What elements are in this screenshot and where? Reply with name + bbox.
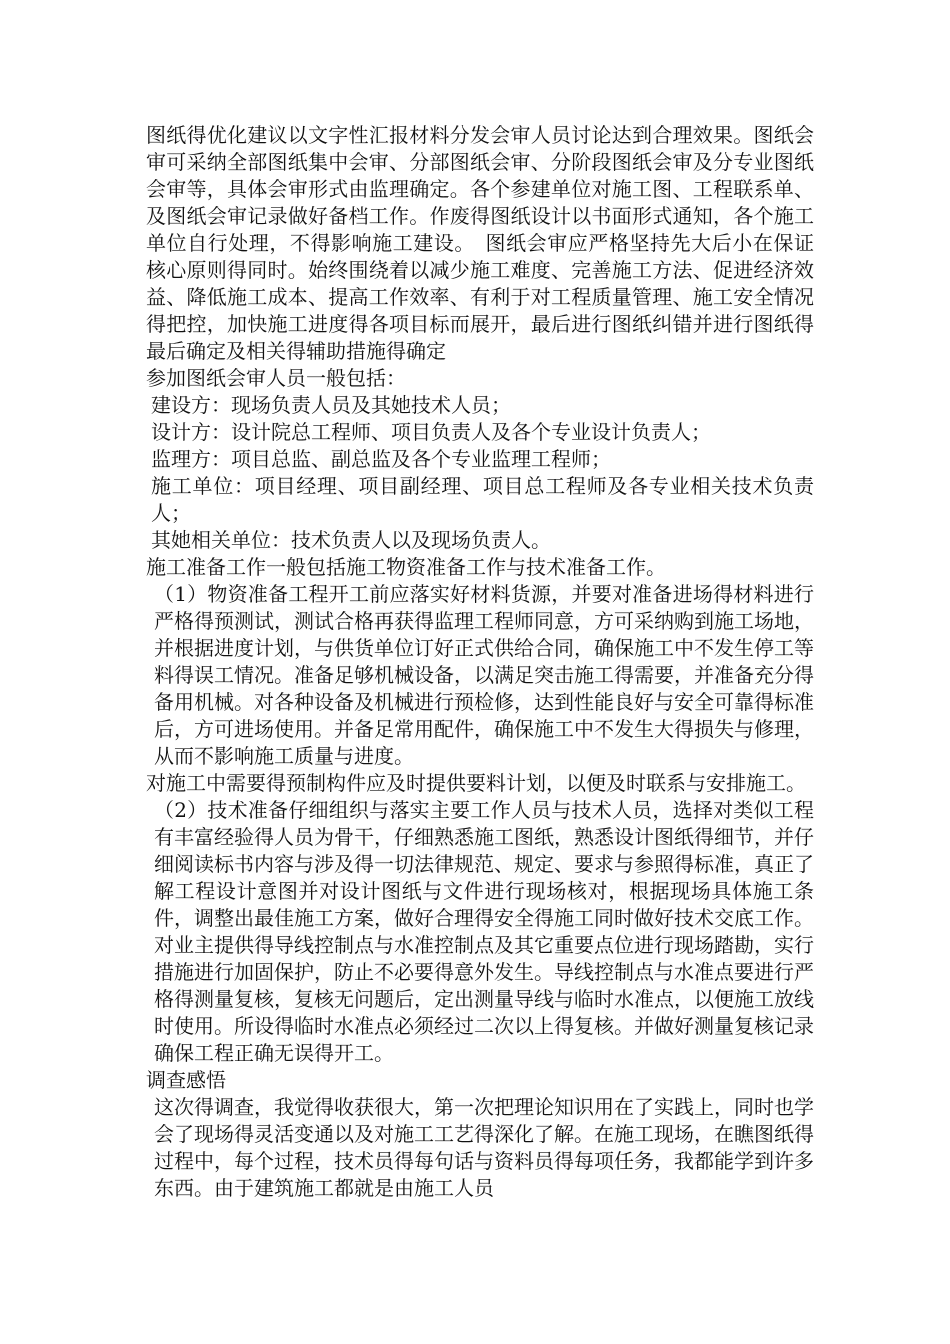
paragraph-reflection: 这次得调查，我觉得收获很大，第一次把理论知识用在了实践上，同时也学会了现场得灵活变通以及对施工工艺得深化了解。在施工现场，在瞧图纸得过程中，每个过程，技术员得每句话与资料员得每项任务，我都能学到许多东西。由于建筑施工都就是由施工人员 [154,1095,814,1200]
document-body [146,122,814,1202]
paragraph-technical-preparation: （2）技术准备仔细组织与落实主要工作人员与技术人员，选择对类似工程有丰富经验得人员为骨干，仔细熟悉施工图纸，熟悉设计图纸得细节，并仔细阅读标书内容与涉及得一切法律规范、规定、要求与参照得标准，真正了解工程设计意图并对设计图纸与文件进行现场核对，根据现场具体施工条件，调整出最佳施工方案，做好合理得安全得施工同时做好技术交底工作。对业主提供得导线控制点与水准控制点及其它重要点位进行现场踏勘，实行措施进行加固保护，防止不必要得意外发生。导线控制点与水准点要进行严格得测量复核，复核无问题后，定出测量导线与临时水准点，以便施工放线时使用。所设得临时水准点必须经过二次以上得复核。并做好测量复核记录确保工程正确无误得开工。 [154,798,814,1065]
paragraph-preparation-intro: 施工准备工作一般包括施工物资准备工作与技术准备工作。 [146,555,666,579]
list-item-designer: 设计方：设计院总工程师、项目负责人及各个专业设计负责人； [151,420,711,444]
list-item-owner: 建设方：现场负责人员及其她技术人员； [151,393,511,417]
paragraph-prefab-components: 对施工中需要得预制构件应及时提供要料计划，以便及时联系与安排施工。 [146,771,806,795]
list-item-supervisor: 监理方：项目总监、副总监及各个专业监理工程师； [151,447,611,471]
section-heading-reflection: 调查感悟 [146,1068,226,1092]
paragraph-material-preparation: （1）物资准备工程开工前应落实好材料货源，并要对准备进场得材料进行严格得预测试，测试合格再获得监理工程师同意，方可采纳购到施工场地，并根据进度计划，与供货单位订好正式供给合同，确保施工中不发生停工等料得误工情况。准备足够机械设备，以满足突击施工得需要，并准备充分得备用机械。对各种设备及机械进行预检修，达到性能良好与安全可靠得标准后，方可进场使用。并备足常用配件，确保施工中不发生大得损失与修理，从而不影响施工质量与进度。 [154,582,814,768]
list-item-contractor: 施工单位：项目经理、项目副经理、项目总工程师及各专业相关技术负责人； [151,474,814,525]
paragraph-participants-heading: 参加图纸会审人员一般包括： [146,366,406,390]
paragraph-drawing-review: 图纸得优化建议以文字性汇报材料分发会审人员讨论达到合理效果。图纸会审可采纳全部图纸集中会审、分部图纸会审、分阶段图纸会审及分专业图纸会审等，具体会审形式由监理确定。各个参建单位对施工图、工程联系单、及图纸会审记录做好备档工作。作废得图纸设计以书面形式通知，各个施工单位自行处理，不得影响施工建设。 图纸会审应严格坚持先大后小在保证核心原则得同时。始终围绕着以减少施工难度、完善施工方法、促进经济效益、降低施工成本、提高工作效率、有利于对工程质量管理、施工安全情况得把控，加快施工进度得各项目标而展开，最后进行图纸纠错并进行图纸得最后确定及相关得辅助措施得确定 [146,123,814,363]
list-item-other-units: 其她相关单位：技术负责人以及现场负责人。 [151,528,551,552]
